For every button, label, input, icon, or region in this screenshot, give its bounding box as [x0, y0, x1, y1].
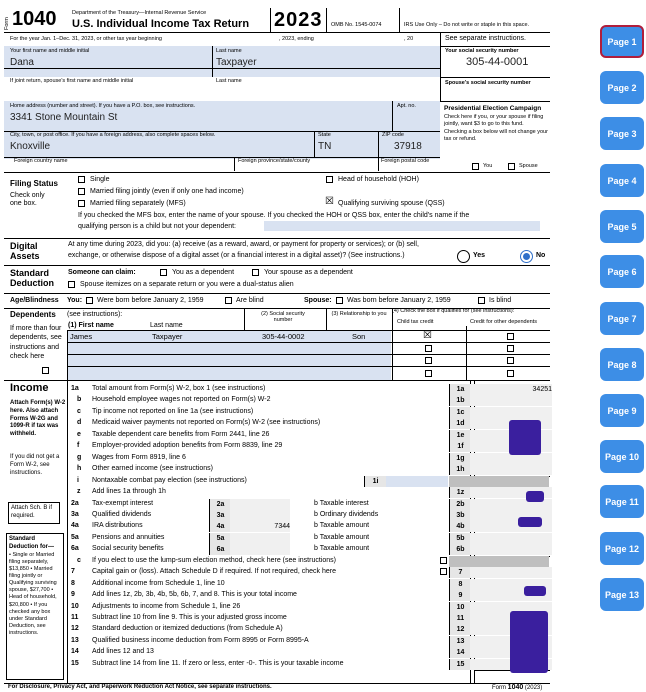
dep-col-check: (4) Check the box if qualifies for (see instructions):: [392, 308, 515, 314]
line-box-label: 4b: [449, 521, 471, 532]
page-button-10[interactable]: Page 10: [600, 440, 644, 473]
see-instructions: See separate instructions.: [445, 35, 526, 42]
spouse-born-checkbox[interactable]: [336, 297, 343, 304]
line-number: 9: [71, 591, 75, 599]
std-heading-1: Standard: [10, 268, 50, 278]
dep-ssn[interactable]: 305-44-0002: [262, 332, 305, 341]
line-amount-field[interactable]: [470, 533, 552, 544]
dep-col-odc: Credit for other dependents: [470, 319, 537, 325]
page-button-12[interactable]: Page 12: [600, 532, 644, 565]
filing-note-1: If you checked the MFS box, enter the name of your spouse. If you checked the HOH or QSS box, enter the child's name if the: [78, 212, 470, 219]
form-1040: [4, 8, 552, 691]
attach-sch-b: Attach Sch. B if required.: [8, 502, 60, 524]
line-box-label: 15: [449, 659, 471, 670]
digital-no-label: No: [536, 252, 546, 259]
line-box-label: 6a: [209, 544, 231, 555]
line-box-label: 1z: [449, 487, 471, 498]
line-number: 5a: [71, 533, 79, 541]
dep-col-ssn: (2) Social security number: [261, 311, 305, 324]
dep-col-ctc: Child tax credit: [397, 319, 434, 325]
you-born-label: Were born before January 2, 1959: [97, 297, 204, 304]
dep-odc-checkbox[interactable]: [507, 345, 514, 352]
dep-odc-checkbox[interactable]: [507, 357, 514, 364]
mfs-label: Married filing separately (MFS): [90, 200, 186, 207]
line-number: 10: [71, 602, 79, 610]
line-1i-field[interactable]: [386, 476, 448, 487]
line-text: Additional income from Schedule 1, line 10: [92, 579, 225, 587]
line-text: b Ordinary dividends: [314, 510, 379, 518]
page-button-7[interactable]: Page 7: [600, 302, 644, 335]
line-box-label: 1a: [449, 384, 471, 395]
income-side-note: Attach Form(s) W-2 here. Also attach Forms W-2G and 1099-R if tax was withheld.: [10, 400, 66, 438]
line-number: i: [77, 476, 79, 484]
line-amount-field[interactable]: 34251: [470, 384, 552, 395]
redaction: [524, 586, 546, 596]
page-button-3[interactable]: Page 3: [600, 117, 644, 150]
spouse-first-label: If joint return, spouse's first name and middle initial: [10, 78, 134, 84]
you-blind-checkbox[interactable]: [225, 297, 232, 304]
filing-status-sub: Check only one box.: [10, 192, 45, 208]
line-text: Qualified dividends: [92, 510, 152, 518]
form-number: 1040: [12, 8, 57, 30]
line-amount-field[interactable]: [470, 567, 552, 578]
omb-number: OMB No. 1545-0074: [331, 22, 382, 28]
line-text: Subtract line 14 from line 11. If zero or less, enter -0-. This is your taxable income: [92, 659, 344, 667]
line-box-label: 2a: [209, 499, 231, 510]
redaction: [526, 491, 544, 502]
line-number: 11: [71, 614, 79, 621]
spouse-dependent-checkbox[interactable]: [252, 269, 259, 276]
line-box-label: 1h: [449, 464, 471, 475]
line-text: Medicaid waiver payments not reported on Form(s) W-2 (see instructions): [92, 419, 321, 427]
line-box-label: 1d: [449, 418, 471, 429]
digital-heading-2: Assets: [10, 251, 40, 261]
std-box-text: • Single or Married filing separately, $13,850 • Married filing jointly or Qualifying surviving spouse, $27,700 • Head of household, $20,800 • If you checked any box under Standard Deduction, see instructions.: [9, 551, 57, 637]
digital-no-radio[interactable]: [520, 250, 533, 263]
line-box-label: 5b: [449, 533, 471, 544]
dep-odc-checkbox[interactable]: [507, 333, 514, 340]
line-text: Total amount from Form(s) W-2, box 1 (see instructions): [92, 385, 266, 392]
dependents-side-note: If more than four dependents, see instructions and check here: [10, 325, 62, 361]
dependents-heading: Dependents: [10, 310, 56, 319]
footer-notice: For Disclosure, Privacy Act, and Paperwork Reduction Act Notice, see separate instructions.: [8, 684, 272, 690]
std-heading-2: Deduction: [10, 278, 54, 288]
dep-relationship[interactable]: Son: [352, 332, 366, 341]
line-number: 1a: [71, 385, 79, 392]
dep-ctc-checkbox[interactable]: [425, 370, 432, 377]
line-text: IRA distributions: [92, 522, 143, 530]
footer-form-year: (2023): [524, 685, 543, 691]
line-text: b Taxable amount: [314, 533, 370, 541]
spouse-born-label: Was born before January 2, 1959: [347, 297, 451, 304]
line-box-label: 11: [449, 613, 471, 624]
line-box-label: 4a: [209, 521, 231, 532]
mfj-checkbox[interactable]: [78, 188, 85, 195]
you-blind-label: Are blind: [236, 297, 264, 304]
line-box-label: 13: [449, 636, 471, 647]
line-box-label: 1g: [449, 453, 471, 464]
spouse-itemizes-checkbox[interactable]: [68, 281, 75, 288]
pec-title: Presidential Election Campaign: [444, 105, 542, 112]
line-box-label: 1e: [449, 430, 471, 441]
age-you: You:: [67, 297, 83, 304]
line-text: Adjustments to income from Schedule 1, line 26: [92, 602, 241, 610]
mfj-label: Married filing jointly (even if only one had income): [90, 188, 244, 195]
dep-ctc-checkbox[interactable]: ☒: [423, 330, 432, 341]
line-number: 3a: [71, 510, 79, 518]
dep-col-first: (1) First name: [68, 322, 114, 329]
line-number: f: [77, 442, 80, 450]
pec-spouse-checkbox[interactable]: [508, 163, 515, 170]
qss-checkbox[interactable]: ☒: [325, 196, 334, 207]
page-button-9[interactable]: Page 9: [600, 394, 644, 427]
redaction: [510, 611, 548, 673]
line-box-label: 1b: [449, 395, 471, 406]
income-heading: Income: [10, 382, 49, 394]
line-box-label: 3a: [209, 510, 231, 521]
line-text: Capital gain or (loss). Attach Schedule D if required. If not required, check here: [92, 568, 336, 576]
more-dependents-checkbox[interactable]: [42, 367, 49, 374]
line-number: 12: [71, 625, 79, 633]
line-box-label: 9: [449, 590, 471, 601]
pec-you-checkbox[interactable]: [472, 163, 479, 170]
dept-name: Department of the Treasury—Internal Revenue Service: [72, 10, 207, 16]
apt-label: Apt. no.: [397, 103, 416, 109]
line-number: 15: [71, 659, 79, 667]
digital-heading-1: Digital: [10, 241, 38, 251]
line-text: b Taxable amount: [314, 545, 370, 553]
capital-gain-checkbox[interactable]: [440, 568, 447, 575]
address-field[interactable]: 3341 Stone Mountain St: [10, 112, 118, 123]
footer-form-prefix: Form: [492, 685, 506, 691]
someone-can-claim: Someone can claim:: [68, 269, 136, 276]
redaction: [518, 517, 542, 527]
line-text: Taxable dependent care benefits from Form 2441, line 26: [92, 430, 270, 438]
single-label: Single: [90, 176, 110, 183]
line-number: 14: [71, 648, 79, 656]
line-number: b: [77, 396, 82, 404]
state-field[interactable]: TN: [318, 141, 332, 152]
dep-odc-checkbox[interactable]: [507, 370, 514, 377]
line-text: Standard deduction or itemized deductions (from Schedule A): [92, 625, 283, 633]
line-box-label: 1c: [449, 407, 471, 418]
dep-first-name[interactable]: James: [70, 332, 93, 341]
digital-yes-radio[interactable]: [457, 250, 470, 263]
you-born-checkbox[interactable]: [86, 297, 93, 304]
form-title: U.S. Individual Income Tax Return: [72, 18, 250, 30]
page-button-2[interactable]: Page 2: [600, 71, 644, 104]
line-box-label: 1f: [449, 441, 471, 452]
state-label: State: [318, 132, 331, 138]
mfs-checkbox[interactable]: [78, 200, 85, 207]
line-box-label: 5a: [209, 533, 231, 544]
line-number: 6a: [71, 545, 79, 553]
line-text: Add lines 1a through 1h: [92, 488, 166, 496]
spouse-last-label: Last name: [216, 78, 242, 84]
line-amount-field[interactable]: [230, 510, 290, 521]
line-text: Tip income not reported on line 1a (see instructions): [92, 407, 254, 415]
line-number: 4a: [71, 522, 79, 530]
page-button-1[interactable]: Page 1: [600, 25, 644, 58]
irs-use-only: IRS Use Only – Do not write or staple in this space.: [404, 22, 530, 28]
line-number: 8: [71, 579, 75, 587]
footer-form-number: 1040: [507, 684, 524, 691]
form-label: Form: [4, 17, 10, 30]
tax-year-line: For the year Jan. 1–Dec. 31, 2023, or other tax year beginning: [10, 36, 162, 42]
dep-last-name[interactable]: Taxpayer: [152, 332, 183, 341]
tax-year: 2023: [274, 9, 323, 31]
dependents-see: (see instructions):: [67, 311, 123, 318]
line-box-label: 1i: [364, 476, 386, 487]
std-box-title: Standard Deduction for—: [9, 536, 54, 550]
ssn-label: Your social security number: [445, 48, 519, 54]
spouse-dependent-label: Your spouse as a dependent: [264, 269, 353, 276]
line-box-label: 14: [449, 647, 471, 658]
line-number: h: [77, 465, 82, 473]
line-number: 13: [71, 636, 79, 644]
line-number: c: [77, 556, 81, 564]
ending-label: , 2023, ending: [279, 36, 314, 42]
digital-text-1: At any time during 2023, did you: (a) receive (as a reward, award, or payment for property or services); or (b) sell,: [68, 241, 419, 248]
digital-text-2: exchange, or otherwise dispose of a digital asset (or a financial interest in a digital asset)? (See instructions.): [68, 252, 405, 259]
line-text: Add lines 12 and 13: [92, 648, 154, 656]
line-box-label: 10: [449, 602, 471, 613]
line-text: Nontaxable combat pay election (see instructions): [92, 476, 247, 484]
line-text: Other earned income (see instructions): [92, 465, 213, 473]
comma-20: , 20: [404, 36, 414, 42]
line-text: Add lines 1z, 2b, 3b, 4b, 5b, 6b, 7, and 8. This is your total income: [92, 591, 297, 599]
pec-you-label: You: [483, 163, 493, 169]
line-text: Wages from Form 8919, line 6: [92, 453, 186, 461]
line-text: Social security benefits: [92, 545, 164, 553]
shaded-area: [449, 556, 549, 567]
first-name-label: Your first name and middle initial: [10, 48, 90, 54]
redaction: [509, 420, 541, 455]
line-amount-field[interactable]: [470, 464, 552, 475]
filing-status-heading: Filing Status: [10, 179, 58, 188]
line-number: 2a: [71, 499, 79, 507]
line-box-label: 3b: [449, 510, 471, 521]
spouse-blind-label: Is blind: [489, 297, 512, 304]
filing-note-2: qualifying person is a child but not your dependent:: [78, 223, 236, 230]
dep-ctc-checkbox[interactable]: [425, 357, 432, 364]
spouse-itemizes-label: Spouse itemizes on a separate return or you were a dual-status alien: [80, 281, 294, 288]
line-text: b Taxable amount: [314, 522, 370, 530]
line-text: b Taxable interest: [314, 499, 369, 507]
line-text: Tax-exempt interest: [92, 499, 154, 507]
line-amount-field[interactable]: [230, 499, 290, 510]
shaded-area: [449, 476, 549, 487]
line-box-label: 7: [449, 567, 471, 578]
line-amount-field[interactable]: [470, 395, 552, 406]
line-number: c: [77, 407, 81, 415]
dep-ctc-checkbox[interactable]: [425, 345, 432, 352]
city-field[interactable]: Knoxville: [10, 141, 51, 152]
line-text: Subtract line 10 from line 9. This is your adjusted gross income: [92, 614, 287, 621]
digital-yes-label: Yes: [473, 252, 486, 259]
line-number: z: [77, 488, 81, 496]
line-text: Pensions and annuities: [92, 533, 165, 541]
page-button-6[interactable]: Page 6: [600, 255, 644, 288]
page-button-4[interactable]: Page 4: [600, 164, 644, 197]
first-name-field[interactable]: Dana: [10, 57, 34, 68]
footer-form: [492, 684, 542, 692]
line-number: g: [77, 453, 82, 461]
single-checkbox[interactable]: [78, 176, 85, 183]
line-text: If you elect to use the lump-sum election method, check here (see instructions): [92, 556, 336, 564]
dep-col-last: Last name: [150, 322, 183, 329]
foreign-postal-label: Foreign postal code: [381, 158, 430, 164]
std-deduction-box: [6, 533, 64, 680]
line-amount-field[interactable]: 7344: [230, 521, 290, 532]
line-box-label: 8: [449, 579, 471, 590]
line-amount-field[interactable]: [470, 544, 552, 555]
line-text: Qualified business income deduction from Form 8995 or Form 8995-A: [92, 636, 309, 644]
you-dependent-checkbox[interactable]: [160, 269, 167, 276]
income-side-note-2: If you did not get a Form W-2, see instructions.: [10, 454, 60, 476]
zip-label: ZIP code: [382, 132, 404, 138]
dep-col-rel: (3) Relationship to you: [331, 311, 387, 317]
line-amount-field[interactable]: [230, 533, 290, 544]
spouse-blind-checkbox[interactable]: [478, 297, 485, 304]
line-number: e: [77, 430, 81, 438]
last-name-field[interactable]: Taxpayer: [216, 57, 257, 68]
line-text: Employer-provided adoption benefits from Form 8839, line 29: [92, 442, 283, 450]
qss-label: Qualifying surviving spouse (QSS): [338, 200, 445, 207]
zip-field[interactable]: 37918: [394, 141, 422, 152]
lump-sum-checkbox[interactable]: [440, 557, 447, 564]
page-button-8[interactable]: Page 8: [600, 348, 644, 381]
page-button-11[interactable]: Page 11: [600, 485, 644, 518]
page-button-13[interactable]: Page 13: [600, 578, 644, 611]
foreign-province-label: Foreign province/state/county: [238, 158, 311, 164]
line-box-label: 2b: [449, 499, 471, 510]
line-number: 7: [71, 568, 75, 576]
hoh-label: Head of household (HOH): [338, 176, 419, 183]
city-label: City, town, or post office. If you have a foreign address, also complete spaces below.: [10, 132, 216, 138]
address-label: Home address (number and street). If you have a P.O. box, see instructions.: [10, 103, 196, 109]
pec-spouse-label: Spouse: [519, 163, 538, 169]
line-box-label: 6b: [449, 544, 471, 555]
line-box-label: 12: [449, 624, 471, 635]
line-text: Household employee wages not reported on Form(s) W-2: [92, 396, 271, 404]
age-spouse: Spouse:: [304, 297, 332, 304]
last-name-label: Last name: [216, 48, 242, 54]
line-amount-field[interactable]: [230, 544, 290, 555]
spouse-ssn-label: Spouse's social security number: [445, 80, 531, 86]
age-blindness-label: Age/Blindness: [10, 297, 59, 304]
page-button-5[interactable]: Page 5: [600, 210, 644, 243]
foreign-country-label: Foreign country name: [14, 158, 68, 164]
ssn-field[interactable]: 305-44-0001: [466, 56, 529, 68]
line-amount-field[interactable]: [470, 407, 552, 418]
line-number: d: [77, 419, 82, 427]
pec-text: Check here if you, or your spouse if filing jointly, want $3 to go to this fund. Checking a box below will not change your tax or refund.: [444, 114, 548, 143]
hoh-checkbox[interactable]: [326, 176, 333, 183]
you-dependent-label: You as a dependent: [172, 269, 235, 276]
